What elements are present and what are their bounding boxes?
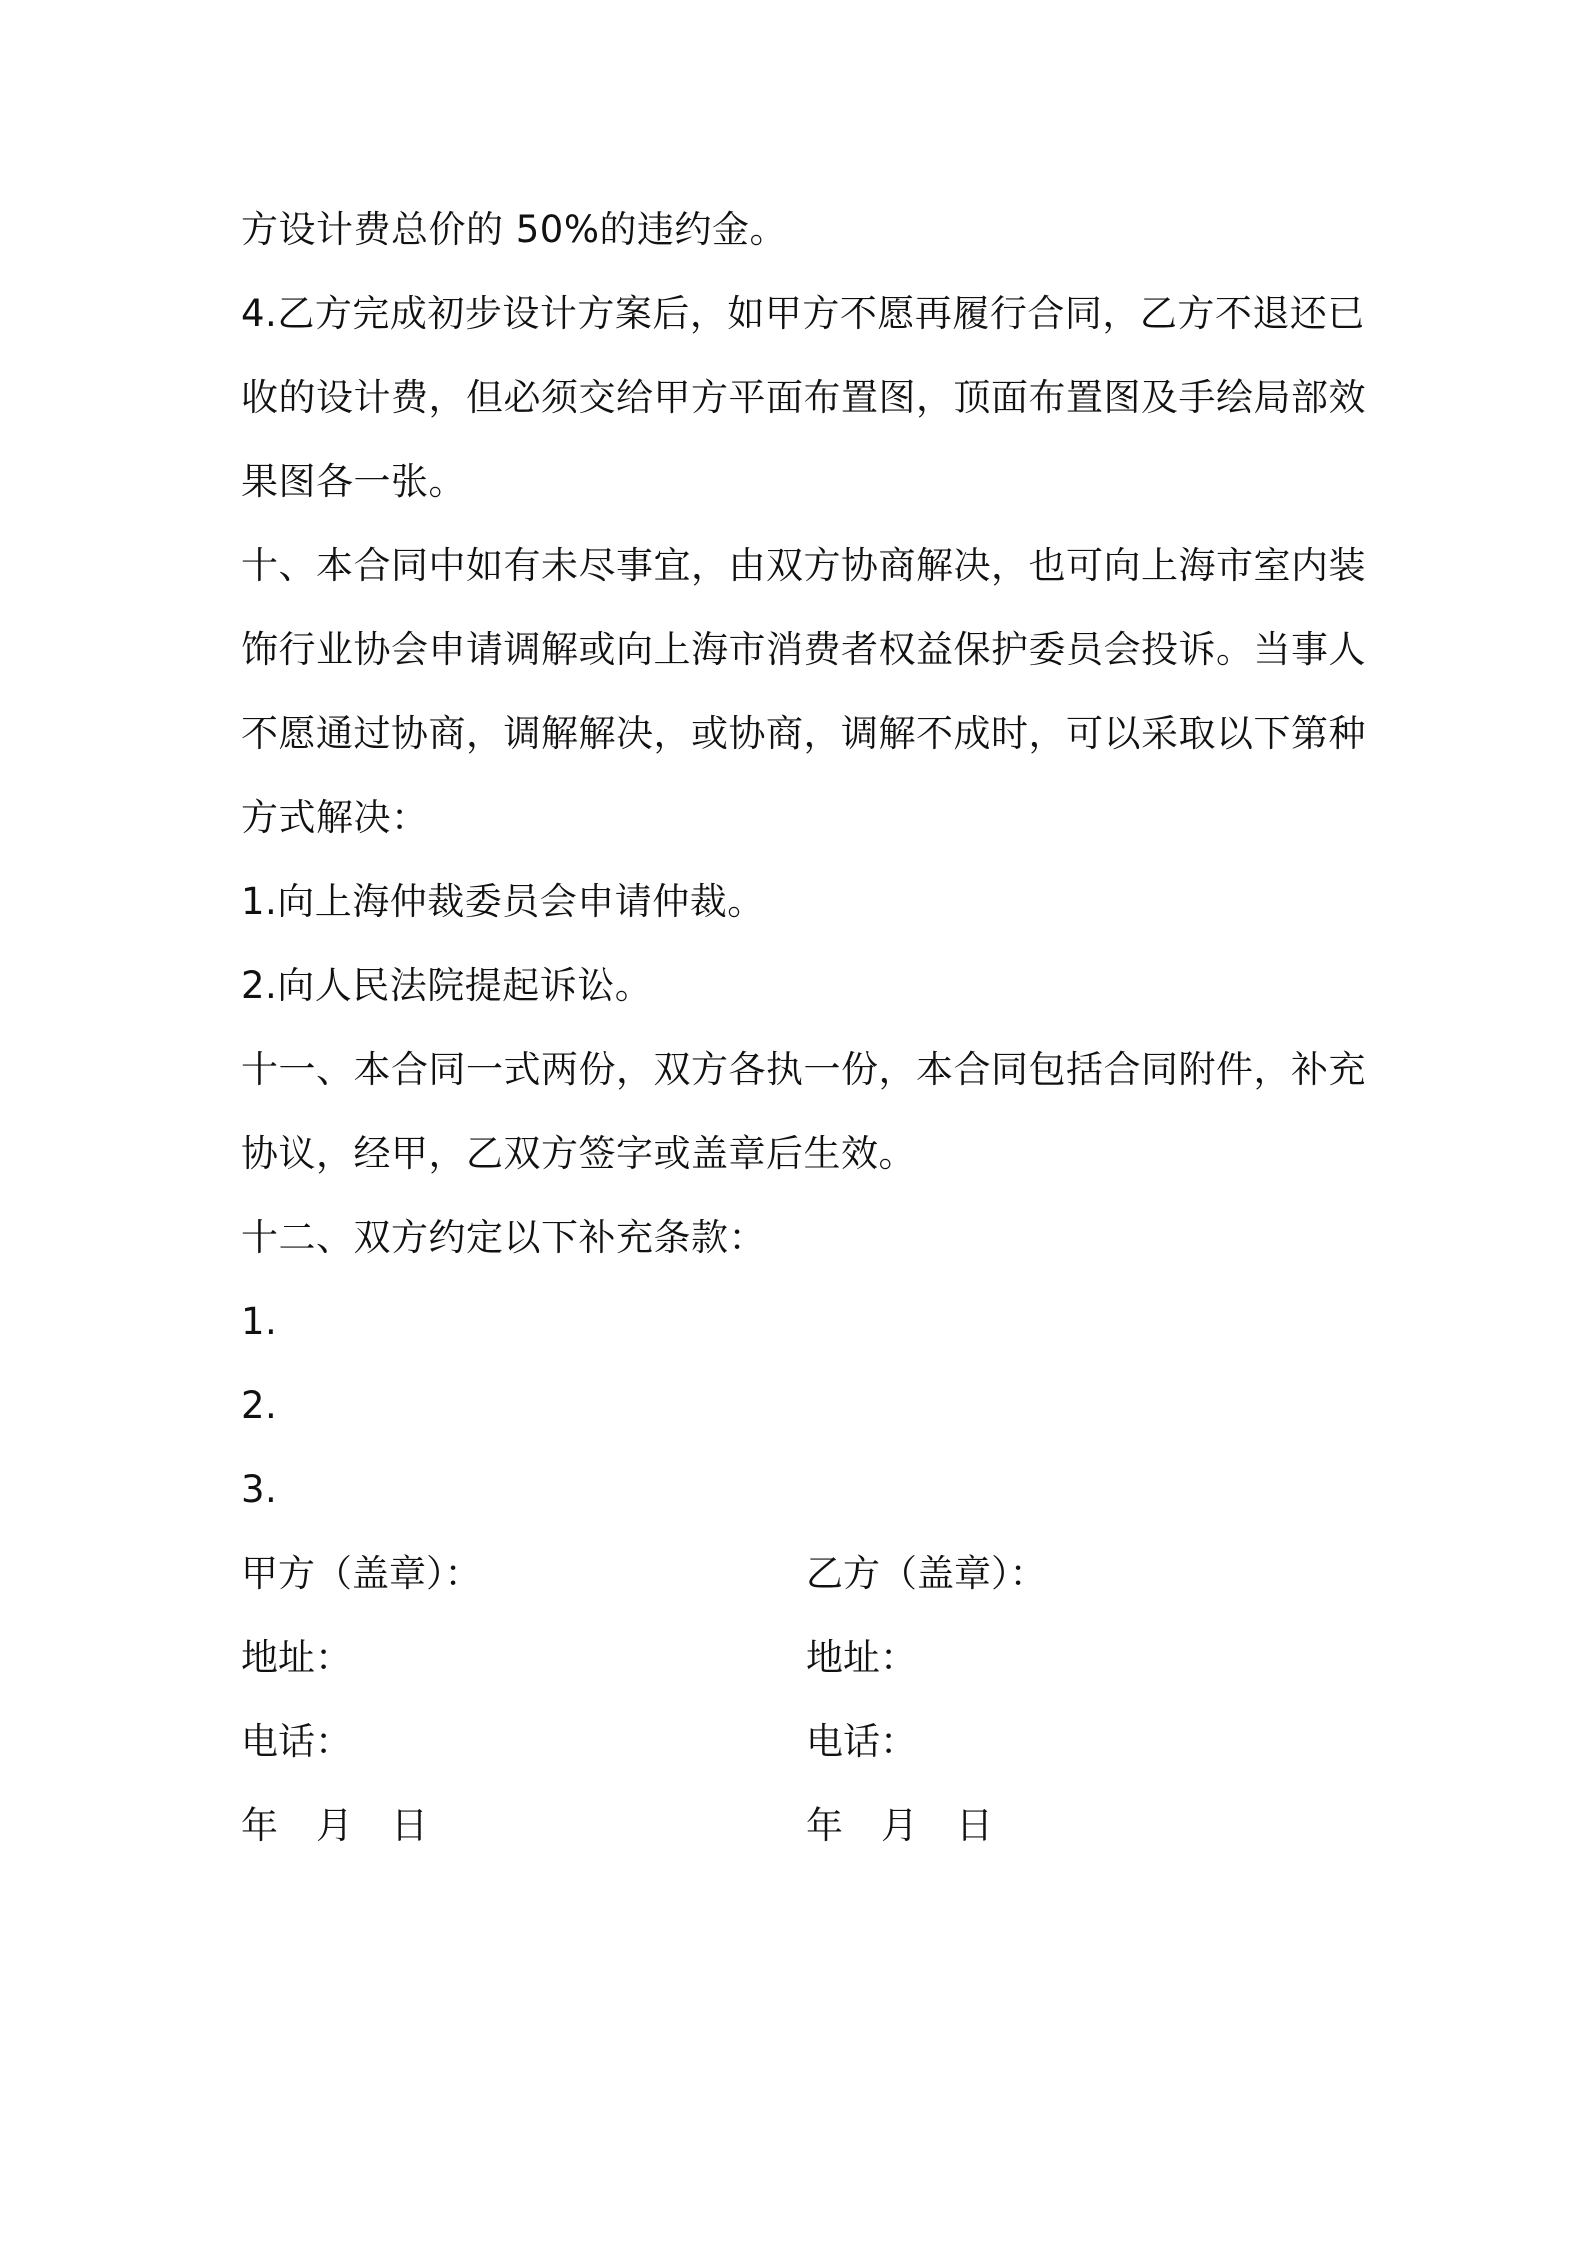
text-line: 1.向上海仲裁委员会申请仲裁。 [241, 880, 765, 923]
party-a-date [241, 1794, 428, 1858]
party-b-address-label: 地址： [806, 1636, 917, 1679]
party-a-phone-label: 电话： [241, 1720, 352, 1763]
text-line: 十 一 、 本 合 同 一 式 两 份 ， 双 方 各 执 一 份 ， 本 合 同 包 括 合 同 附 件 ， 补 充 [241, 1048, 1366, 1091]
text-line: 饰 行 业 协 会 申 请 调 解 或 向 上 海 市 消 费 者 权 益 保 护 委 员 会 投 诉 。 当 事 人 [241, 628, 1366, 671]
text-line: 方设计费总价的 50%的违约金。 [241, 208, 787, 251]
party-b-year-label: 年 [806, 1804, 843, 1847]
clause-number: 1. [241, 1300, 278, 1343]
party-a-seal-label: 甲方（盖章）： [241, 1552, 482, 1595]
party-a-month-label: 月 [316, 1804, 353, 1847]
party-a-day-label: 日 [391, 1804, 428, 1847]
text-line: 方式解决： [241, 796, 429, 839]
clause-number: 3. [241, 1468, 278, 1511]
signature-address-row [241, 1626, 1356, 1710]
clause-number: 2. [241, 1384, 278, 1427]
party-a-year-label: 年 [241, 1804, 278, 1847]
document-body [241, 198, 1366, 1878]
signature-seal-row [241, 1542, 1356, 1626]
text-line: 4 . 乙 方 完 成 初 步 设 计 方 案 后 ， 如 甲 方 不 愿 再 履 行 合 同 ， 乙 方 不 退 还 已 [241, 292, 1365, 335]
party-b-month-label: 月 [881, 1804, 918, 1847]
party-b-seal-label: 乙方（盖章）： [806, 1552, 1047, 1595]
party-b-day-label: 日 [956, 1804, 993, 1847]
text-line: 2.向人民法院提起诉讼。 [241, 964, 653, 1007]
signature-phone-row [241, 1710, 1356, 1794]
text-line: 不 愿 通 过 协 商 ， 调 解 解 决 ， 或 协 商 ， 调 解 不 成 时 ， 可 以 采 取 以 下 第 种 [241, 712, 1366, 755]
text-line: 协议，经甲，乙双方签字或盖章后生效。 [241, 1132, 916, 1175]
text-line: 十 、 本 合 同 中 如 有 未 尽 事 宜 ， 由 双 方 协 商 解 决 ， 也 可 向 上 海 市 室 内 装 [241, 544, 1366, 587]
party-a-address-label: 地址： [241, 1636, 352, 1679]
text-line: 十二、双方约定以下补充条款： [241, 1216, 766, 1259]
party-b-date [806, 1794, 993, 1858]
party-b-phone-label: 电话： [806, 1720, 917, 1763]
signature-date-row [241, 1794, 1356, 1878]
text-line: 果图各一张。 [241, 460, 466, 503]
text-line: 收 的 设 计 费 ， 但 必 须 交 给 甲 方 平 面 布 置 图 ， 顶 面 布 置 图 及 手 绘 局 部 效 [241, 376, 1366, 419]
